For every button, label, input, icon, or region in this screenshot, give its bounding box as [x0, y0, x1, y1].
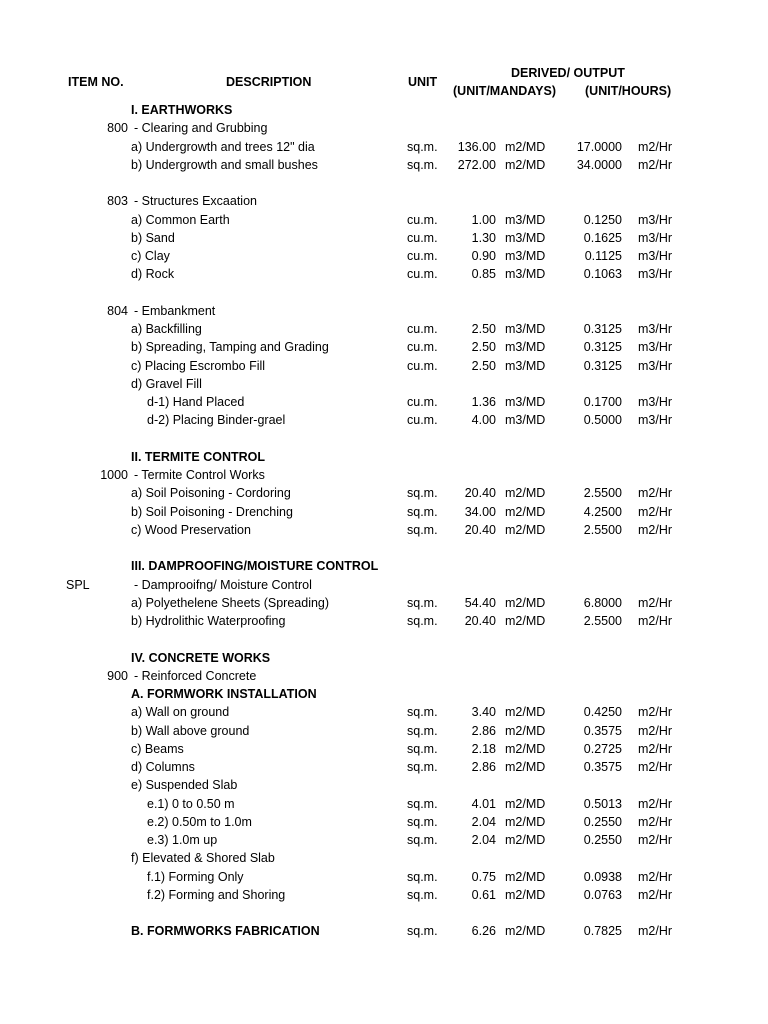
item-description: d-1) Hand Placed — [147, 395, 245, 409]
unit-cell: sq.m. — [407, 869, 438, 884]
unit-cell: sq.m. — [407, 887, 438, 902]
item-description: f) Elevated & Shored Slab — [131, 851, 275, 866]
item-description: I. EARTHWORKS — [131, 103, 233, 117]
hour-output: 0.5013 — [583, 796, 622, 811]
manday-output: 4.00 — [471, 413, 496, 428]
hour-unit: m2/Hr — [638, 139, 673, 154]
manday-output: 2.86 — [471, 760, 496, 774]
manday-unit: m2/MD — [505, 814, 546, 829]
item-description: II. TERMITE CONTROL — [131, 449, 266, 464]
hour-unit: m3/Hr — [638, 267, 673, 282]
unit-cell: sq.m. — [407, 833, 438, 847]
manday-unit: m2/MD — [505, 705, 546, 720]
manday-output: 2.50 — [471, 340, 496, 355]
item-description: - Structures Excaation — [134, 194, 257, 209]
item-description: e) Suspended Slab — [131, 778, 238, 793]
hour-output: 0.3575 — [583, 723, 622, 738]
item-no: 803 — [107, 194, 128, 209]
manday-output: 2.50 — [471, 322, 496, 336]
unit-cell: cu.m. — [407, 413, 438, 428]
manday-output: 0.61 — [471, 887, 496, 902]
manday-unit: m2/MD — [505, 924, 546, 939]
item-description: - Reinforced Concrete — [134, 668, 257, 683]
hour-unit: m3/Hr — [638, 340, 673, 355]
hour-unit: m2/Hr — [638, 814, 673, 829]
hour-output: 0.0763 — [583, 887, 622, 902]
item-description: c) Placing Escrombo Fill — [131, 358, 266, 373]
unit-cell: sq.m. — [407, 614, 438, 628]
hour-unit: m2/Hr — [638, 796, 673, 811]
hour-output: 2.5500 — [583, 522, 622, 537]
manday-unit: m3/MD — [505, 413, 546, 428]
hour-output: 6.8000 — [583, 595, 622, 610]
manday-output: 34.00 — [464, 504, 496, 519]
hour-unit: m2/Hr — [638, 595, 673, 610]
manday-output: 20.40 — [464, 486, 496, 501]
item-no: 800 — [107, 121, 128, 136]
hour-output: 0.3125 — [583, 322, 622, 336]
manday-output: 136.00 — [457, 139, 496, 154]
manday-unit: m2/MD — [505, 595, 546, 610]
hour-unit: m2/Hr — [638, 522, 673, 537]
hour-unit: m3/Hr — [638, 358, 673, 373]
hour-unit: m2/Hr — [638, 705, 673, 720]
item-no: 1000 — [100, 468, 128, 482]
hour-unit: m3/Hr — [638, 395, 673, 409]
hour-output: 0.4250 — [583, 705, 622, 720]
item-description: a) Soil Poisoning - Cordoring — [131, 486, 291, 501]
manday-unit: m2/MD — [505, 504, 546, 519]
hour-output: 2.5500 — [583, 614, 622, 628]
manday-output: 3.40 — [471, 705, 496, 720]
item-description: c) Beams — [131, 741, 184, 756]
unit-cell: sq.m. — [407, 924, 438, 939]
hour-output: 0.2550 — [583, 814, 622, 829]
manday-output: 20.40 — [464, 522, 496, 537]
hour-unit: m3/Hr — [638, 230, 673, 245]
item-description: e.3) 1.0m up — [147, 833, 218, 847]
unit-cell: sq.m. — [407, 723, 438, 738]
unit-cell: sq.m. — [407, 814, 438, 829]
item-description: - Embankment — [134, 303, 216, 318]
unit-cell: cu.m. — [407, 230, 438, 245]
item-description: a) Undergrowth and trees 12" dia — [131, 139, 315, 154]
item-description: f.2) Forming and Shoring — [147, 887, 286, 902]
hour-unit: m2/Hr — [638, 741, 673, 756]
unit-cell: cu.m. — [407, 322, 438, 336]
header-unit: UNIT — [408, 75, 438, 89]
manday-output: 2.04 — [471, 814, 496, 829]
header-unit-hours: (UNIT/HOURS) — [585, 84, 672, 98]
item-description: e.1) 0 to 0.50 m — [147, 796, 235, 811]
manday-output: 4.01 — [471, 796, 496, 811]
item-description: c) Clay — [131, 249, 170, 263]
unit-cell: sq.m. — [407, 796, 438, 811]
unit-cell: sq.m. — [407, 760, 438, 774]
manday-unit: m2/MD — [505, 833, 546, 847]
hour-output: 2.5500 — [583, 486, 622, 501]
hour-unit: m2/Hr — [638, 486, 673, 501]
hour-output: 0.1700 — [583, 395, 622, 409]
header-item-no: ITEM NO. — [68, 75, 124, 89]
hour-output: 0.2550 — [583, 833, 622, 847]
manday-unit: m3/MD — [505, 322, 546, 336]
manday-output: 1.30 — [471, 230, 496, 245]
item-description: e.2) 0.50m to 1.0m — [147, 814, 252, 829]
hour-output: 34.0000 — [576, 157, 622, 172]
hour-output: 0.3575 — [583, 760, 622, 774]
hour-unit: m2/Hr — [638, 869, 673, 884]
item-description: III. DAMPROOFING/MOISTURE CONTROL — [131, 559, 379, 574]
manday-unit: m2/MD — [505, 486, 546, 501]
manday-output: 0.75 — [471, 869, 496, 884]
item-description: b) Wall above ground — [131, 723, 250, 738]
item-description: c) Wood Preservation — [131, 522, 251, 537]
hour-unit: m3/Hr — [638, 212, 673, 227]
manday-unit: m3/MD — [505, 358, 546, 373]
hour-unit: m2/Hr — [638, 157, 673, 172]
manday-unit: m3/MD — [505, 267, 546, 282]
item-description: a) Wall on ground — [131, 705, 230, 720]
header-description: DESCRIPTION — [226, 75, 312, 89]
unit-cell: sq.m. — [407, 705, 438, 720]
manday-output: 1.00 — [471, 212, 496, 227]
hour-unit: m2/Hr — [638, 723, 673, 738]
manday-unit: m2/MD — [505, 887, 546, 902]
hour-output: 0.1250 — [583, 212, 622, 227]
manday-output: 2.50 — [471, 358, 496, 373]
manday-unit: m2/MD — [505, 869, 546, 884]
item-no: 900 — [107, 668, 128, 683]
unit-cell: cu.m. — [407, 212, 438, 227]
hour-unit: m2/Hr — [638, 504, 673, 519]
item-description: A. FORMWORK INSTALLATION — [131, 687, 317, 701]
header-derived-output: DERIVED/ OUTPUT — [511, 66, 625, 80]
unit-cell: cu.m. — [407, 358, 438, 373]
item-description: b) Sand — [131, 230, 175, 245]
hour-unit: m3/Hr — [638, 322, 673, 336]
manday-output: 0.85 — [471, 267, 496, 282]
item-description: b) Spreading, Tamping and Grading — [131, 340, 329, 355]
manday-unit: m3/MD — [505, 395, 546, 409]
item-description: b) Soil Poisoning - Drenching — [131, 504, 293, 519]
item-description: - Damprooifng/ Moisture Control — [134, 577, 312, 592]
item-description: d) Gravel Fill — [131, 376, 202, 391]
hour-output: 0.3125 — [583, 358, 622, 373]
manday-unit: m2/MD — [505, 522, 546, 537]
hour-output: 0.3125 — [583, 340, 622, 355]
manday-output: 272.00 — [457, 157, 496, 172]
item-description: b) Undergrowth and small bushes — [131, 157, 318, 172]
unit-cell: sq.m. — [407, 741, 438, 756]
item-description: B. FORMWORKS FABRICATION — [131, 924, 320, 939]
unit-cell: sq.m. — [407, 486, 438, 501]
unit-cell: sq.m. — [407, 139, 438, 154]
item-no: SPL — [66, 577, 90, 592]
manday-output: 2.18 — [471, 741, 496, 756]
item-description: b) Hydrolithic Waterproofing — [131, 614, 286, 628]
hour-unit: m2/Hr — [638, 924, 673, 939]
manday-unit: m2/MD — [505, 614, 546, 628]
manday-unit: m2/MD — [505, 723, 546, 738]
unit-cell: cu.m. — [407, 395, 438, 409]
manday-output: 20.40 — [464, 614, 496, 628]
unit-cell: cu.m. — [407, 267, 438, 282]
hour-output: 0.1063 — [583, 267, 622, 282]
hour-output: 0.1625 — [583, 230, 622, 245]
hour-output: 0.7825 — [583, 924, 622, 939]
manday-unit: m3/MD — [505, 249, 546, 263]
manday-output: 2.86 — [471, 723, 496, 738]
unit-cell: sq.m. — [407, 157, 438, 172]
hour-unit: m2/Hr — [638, 833, 673, 847]
manday-unit: m3/MD — [505, 340, 546, 355]
manday-unit: m2/MD — [505, 139, 546, 154]
hour-output: 0.1125 — [584, 249, 622, 263]
unit-cell: sq.m. — [407, 595, 438, 610]
hour-output: 17.0000 — [576, 139, 622, 154]
header-unit-mandays: (UNIT/MANDAYS) — [453, 84, 557, 98]
manday-output: 1.36 — [471, 395, 496, 409]
hour-output: 0.5000 — [583, 413, 622, 428]
item-description: a) Common Earth — [131, 212, 230, 227]
hour-unit: m2/Hr — [638, 760, 673, 774]
item-description: d-2) Placing Binder-grael — [147, 413, 286, 428]
hour-output: 0.2725 — [583, 741, 622, 756]
item-description: d) Columns — [131, 760, 195, 774]
hour-output: 4.2500 — [583, 504, 622, 519]
manday-unit: m2/MD — [505, 741, 546, 756]
unit-cell: cu.m. — [407, 340, 438, 355]
item-no: 804 — [107, 303, 128, 318]
manday-unit: m3/MD — [505, 230, 546, 245]
unit-cell: cu.m. — [407, 249, 438, 263]
manday-output: 2.04 — [471, 833, 496, 847]
item-description: IV. CONCRETE WORKS — [131, 650, 271, 665]
hour-unit: m2/Hr — [638, 887, 673, 902]
manday-unit: m2/MD — [505, 796, 546, 811]
item-description: - Clearing and Grubbing — [134, 121, 268, 136]
manday-unit: m3/MD — [505, 212, 546, 227]
item-description: - Termite Control Works — [134, 468, 265, 482]
manday-unit: m2/MD — [505, 760, 546, 774]
manday-output: 0.90 — [471, 249, 496, 263]
hour-unit: m3/Hr — [638, 413, 673, 428]
item-description: d) Rock — [131, 267, 175, 282]
hour-unit: m3/Hr — [638, 249, 673, 263]
unit-cell: sq.m. — [407, 522, 438, 537]
manday-unit: m2/MD — [505, 157, 546, 172]
hour-output: 0.0938 — [583, 869, 622, 884]
item-description: f.1) Forming Only — [147, 869, 244, 884]
item-description: a) Polyethelene Sheets (Spreading) — [131, 595, 330, 610]
unit-cell: sq.m. — [407, 504, 438, 519]
manday-output: 6.26 — [471, 924, 496, 939]
hour-unit: m2/Hr — [638, 614, 673, 628]
item-description: a) Backfilling — [131, 322, 202, 336]
manday-output: 54.40 — [464, 595, 496, 610]
